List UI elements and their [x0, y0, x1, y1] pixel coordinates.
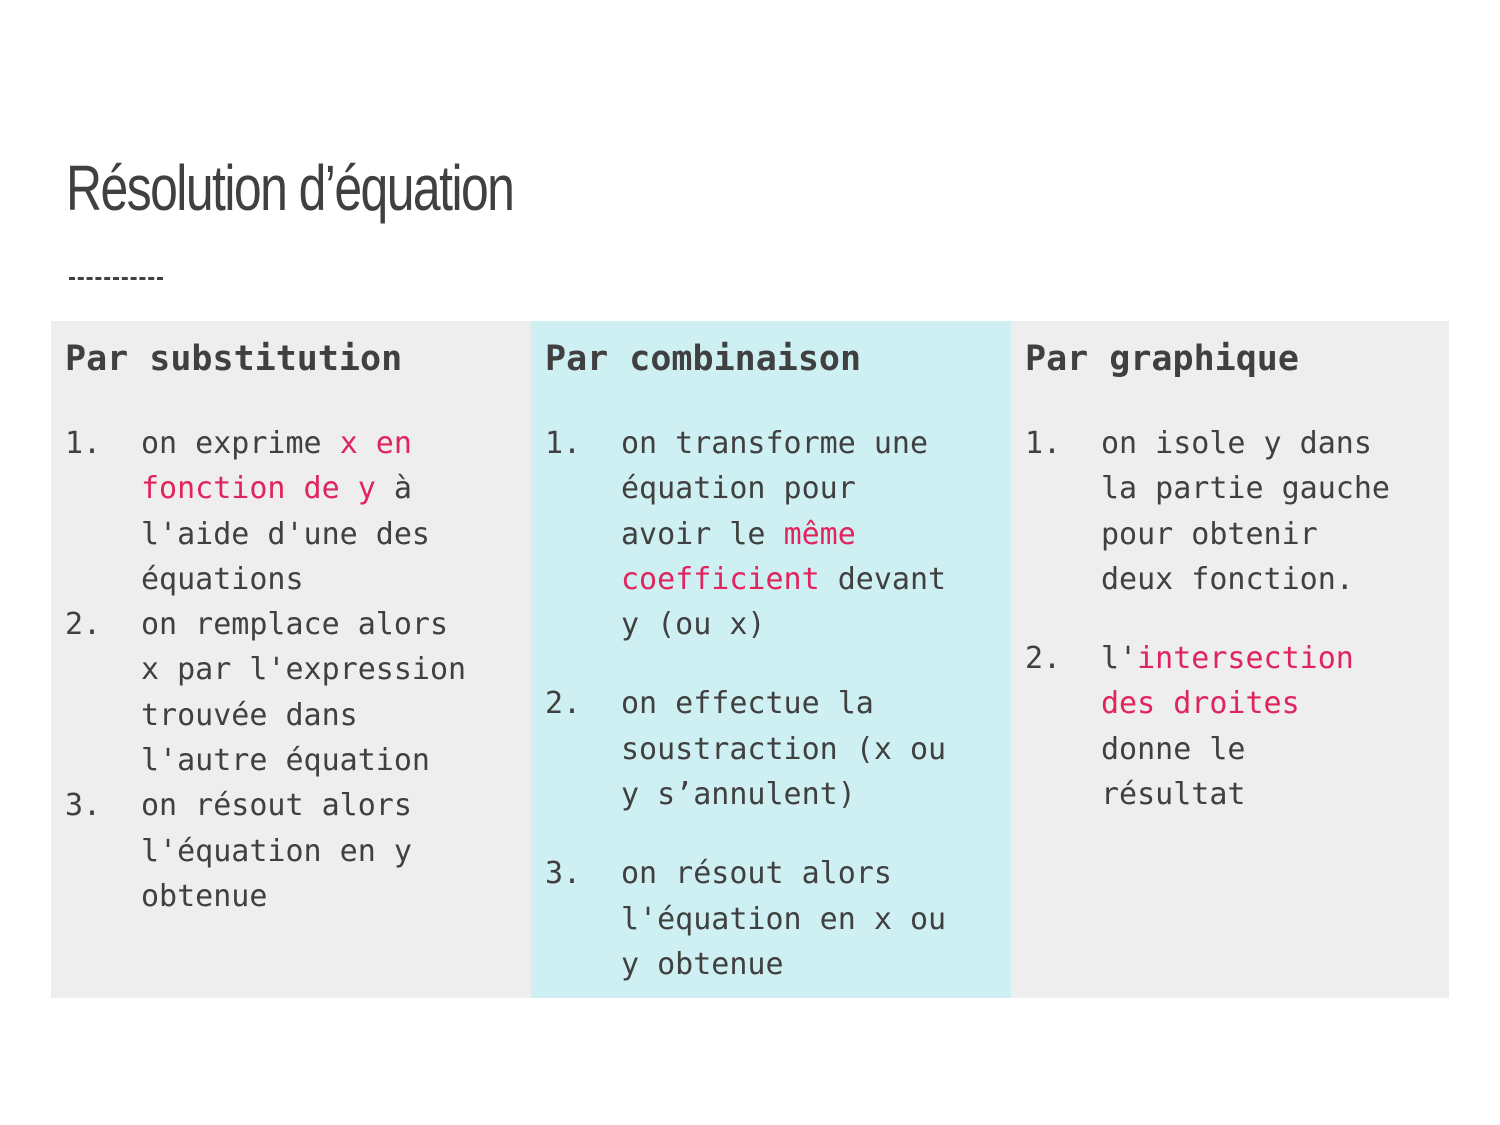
column-heading: Par graphique — [1025, 339, 1299, 379]
step-number: 2. — [65, 607, 102, 643]
steps-list — [65, 421, 531, 919]
step-text: on remplace alors x par l'expression trouvée dans l'autre équation — [141, 607, 467, 779]
step-number: 1. — [1025, 426, 1062, 461]
step-text: on résout alors l'équation en x ou y obtenue — [621, 856, 947, 982]
slide-title: Résolution d’équation — [66, 152, 514, 224]
step-text-part: on exprime — [141, 426, 340, 461]
step-text: on isole y dans la partie gauche pour obtenir deux fonction. — [1101, 426, 1390, 597]
step-number: 2. — [1025, 641, 1062, 677]
highlighted-text: même coefficient — [621, 516, 856, 597]
step-text-part: l' — [1101, 641, 1138, 677]
step-number: 1. — [65, 426, 102, 461]
step-text-part: donne le résultat — [1101, 731, 1246, 813]
column-heading: Par combinaison — [545, 339, 862, 379]
list-item — [545, 681, 1011, 817]
list-item — [65, 783, 531, 919]
step-number: 1. — [545, 426, 582, 461]
list-item — [65, 421, 531, 602]
highlighted-text: intersection des droites — [1101, 641, 1354, 722]
steps-list — [1025, 421, 1449, 817]
column-substitution — [51, 321, 531, 998]
step-number: 2. — [545, 686, 582, 722]
column-heading: Par substitution — [65, 339, 403, 379]
step-number: 3. — [545, 856, 582, 892]
list-item — [1025, 421, 1449, 602]
step-text-part: devant y (ou x) — [621, 561, 947, 643]
step-text — [1101, 636, 1354, 817]
highlighted-text: x en fonction de y — [141, 426, 412, 507]
step-text-part: à l'aide d'une des équations — [141, 471, 430, 597]
step-number: 3. — [65, 788, 102, 824]
list-item — [65, 602, 531, 783]
column-graphique — [1011, 321, 1449, 998]
column-combinaison — [531, 321, 1011, 998]
step-text-part: on transforme une équation pour avoir le — [621, 426, 929, 552]
list-item — [1025, 636, 1449, 817]
step-text — [621, 421, 946, 647]
step-text: on effectue la soustraction (x ou y s’annulent) — [621, 686, 947, 813]
step-text: on résout alors l'équation en y obtenue — [141, 788, 412, 914]
list-item — [545, 421, 1011, 647]
steps-list — [545, 421, 1011, 987]
list-item — [545, 851, 1011, 987]
step-text — [141, 421, 430, 602]
methods-table — [51, 321, 1449, 998]
title-divider — [69, 277, 163, 280]
